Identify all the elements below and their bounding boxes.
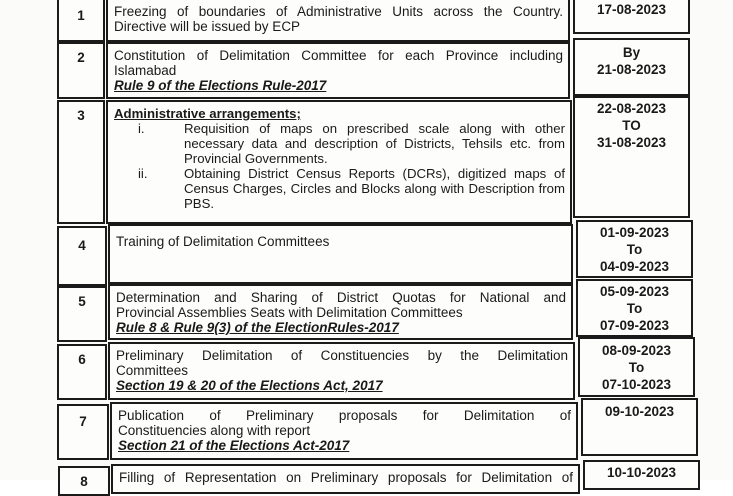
- date-line: To: [626, 301, 643, 316]
- list-marker: i.: [138, 121, 145, 136]
- description-line: Constituencies along with report: [118, 423, 311, 438]
- legal-reference: Section 19 & 20 of the Elections Act, 2017: [116, 378, 383, 393]
- row-number: 8: [80, 474, 88, 489]
- row-3-number: [57, 100, 105, 224]
- date-line: 08-09-2023: [601, 343, 672, 358]
- list-item: [114, 121, 565, 166]
- row-3-description: [106, 100, 572, 224]
- row-number: 1: [77, 8, 85, 23]
- row-6-description: [108, 342, 575, 400]
- row-5-description: [108, 284, 573, 340]
- date-line: 09-10-2023: [604, 404, 675, 419]
- row-2-description: [106, 42, 570, 99]
- row-2-date: [573, 38, 690, 96]
- row-6-date: [578, 337, 695, 397]
- list-item-text: Obtaining District Census Reports (DCRs), digitized maps of Census Charges, Circles and Blocks along with Description from PBS.: [184, 166, 565, 211]
- row-4-description: [108, 224, 573, 284]
- description-line: Directive will be issued by ECP: [114, 19, 301, 34]
- date-line: 31-08-2023: [596, 135, 667, 150]
- date-line: To: [628, 360, 645, 375]
- row-7-description: [110, 402, 578, 460]
- description-line: Publication of Preliminary proposals for Delimitation of: [118, 408, 571, 423]
- row-1-number: [57, 0, 105, 42]
- list-marker: ii.: [138, 166, 148, 181]
- row-7-number: [57, 404, 109, 460]
- row-5-date: [576, 279, 693, 337]
- legal-reference: Section 21 of the Elections Act-2017: [118, 438, 350, 453]
- date-line: 07-10-2023: [601, 377, 672, 392]
- row-4-number: [57, 226, 107, 286]
- section-heading: Administrative arrangements;: [114, 106, 301, 121]
- date-line: TO: [622, 118, 641, 133]
- description-line: Training of Delimitation Committees: [116, 234, 330, 249]
- row-6-number: [57, 344, 107, 400]
- row-1-description: [106, 0, 570, 42]
- date-line: 22-08-2023: [596, 101, 667, 116]
- legal-reference: Rule 8 & Rule 9(3) of the ElectionRules-2017: [116, 320, 399, 335]
- row-7-date: [581, 398, 698, 456]
- row-number: 6: [78, 352, 86, 367]
- date-line: 10-10-2023: [606, 465, 677, 480]
- row-number: 7: [79, 414, 87, 429]
- description-line: Constitution of Delimitation Committee for each Province including: [114, 48, 563, 63]
- row-number: 2: [77, 50, 85, 65]
- row-8-date: [583, 460, 700, 490]
- date-line: By: [622, 45, 641, 60]
- description-line: Committees: [116, 363, 189, 378]
- description-line: Preliminary Delimitation of Constituencies by the Delimitation: [116, 348, 568, 363]
- row-5-number: [57, 286, 107, 342]
- row-8-description: [111, 464, 580, 494]
- date-line: 05-09-2023: [599, 284, 670, 299]
- row-3-date: [573, 96, 690, 218]
- date-line: 04-09-2023: [599, 259, 670, 274]
- date-line: 01-09-2023: [599, 225, 670, 240]
- description-line: Determination and Sharing of District Quotas for National and: [116, 290, 566, 305]
- description-line: Filling of Representation on Preliminary proposals for Delimitation of: [119, 470, 573, 485]
- row-4-date: [576, 220, 693, 278]
- row-8-number: [58, 466, 110, 496]
- date-line: To: [626, 242, 643, 257]
- description-line: Islamabad: [114, 63, 177, 78]
- row-1-date: [573, 0, 690, 34]
- legal-reference: Rule 9 of the Elections Rule-2017: [114, 78, 327, 93]
- list-item-text: Requisition of maps on prescribed scale along with other necessary data and description of Districts, Tehsils etc. from Provincial Governments.: [184, 121, 565, 166]
- date-line: 07-09-2023: [599, 318, 670, 333]
- description-line: Provincial Assemblies Seats with Delimitation Committees: [116, 305, 463, 320]
- row-number: 3: [77, 108, 85, 123]
- row-2-number: [57, 42, 105, 99]
- date-line: 21-08-2023: [596, 62, 667, 77]
- date-line: 17-08-2023: [596, 2, 667, 17]
- list-item: [114, 166, 565, 211]
- row-number: 4: [78, 238, 86, 253]
- description-line: Freezing of boundaries of Administrative Units across the Country.: [114, 4, 563, 19]
- row-number: 5: [78, 294, 86, 309]
